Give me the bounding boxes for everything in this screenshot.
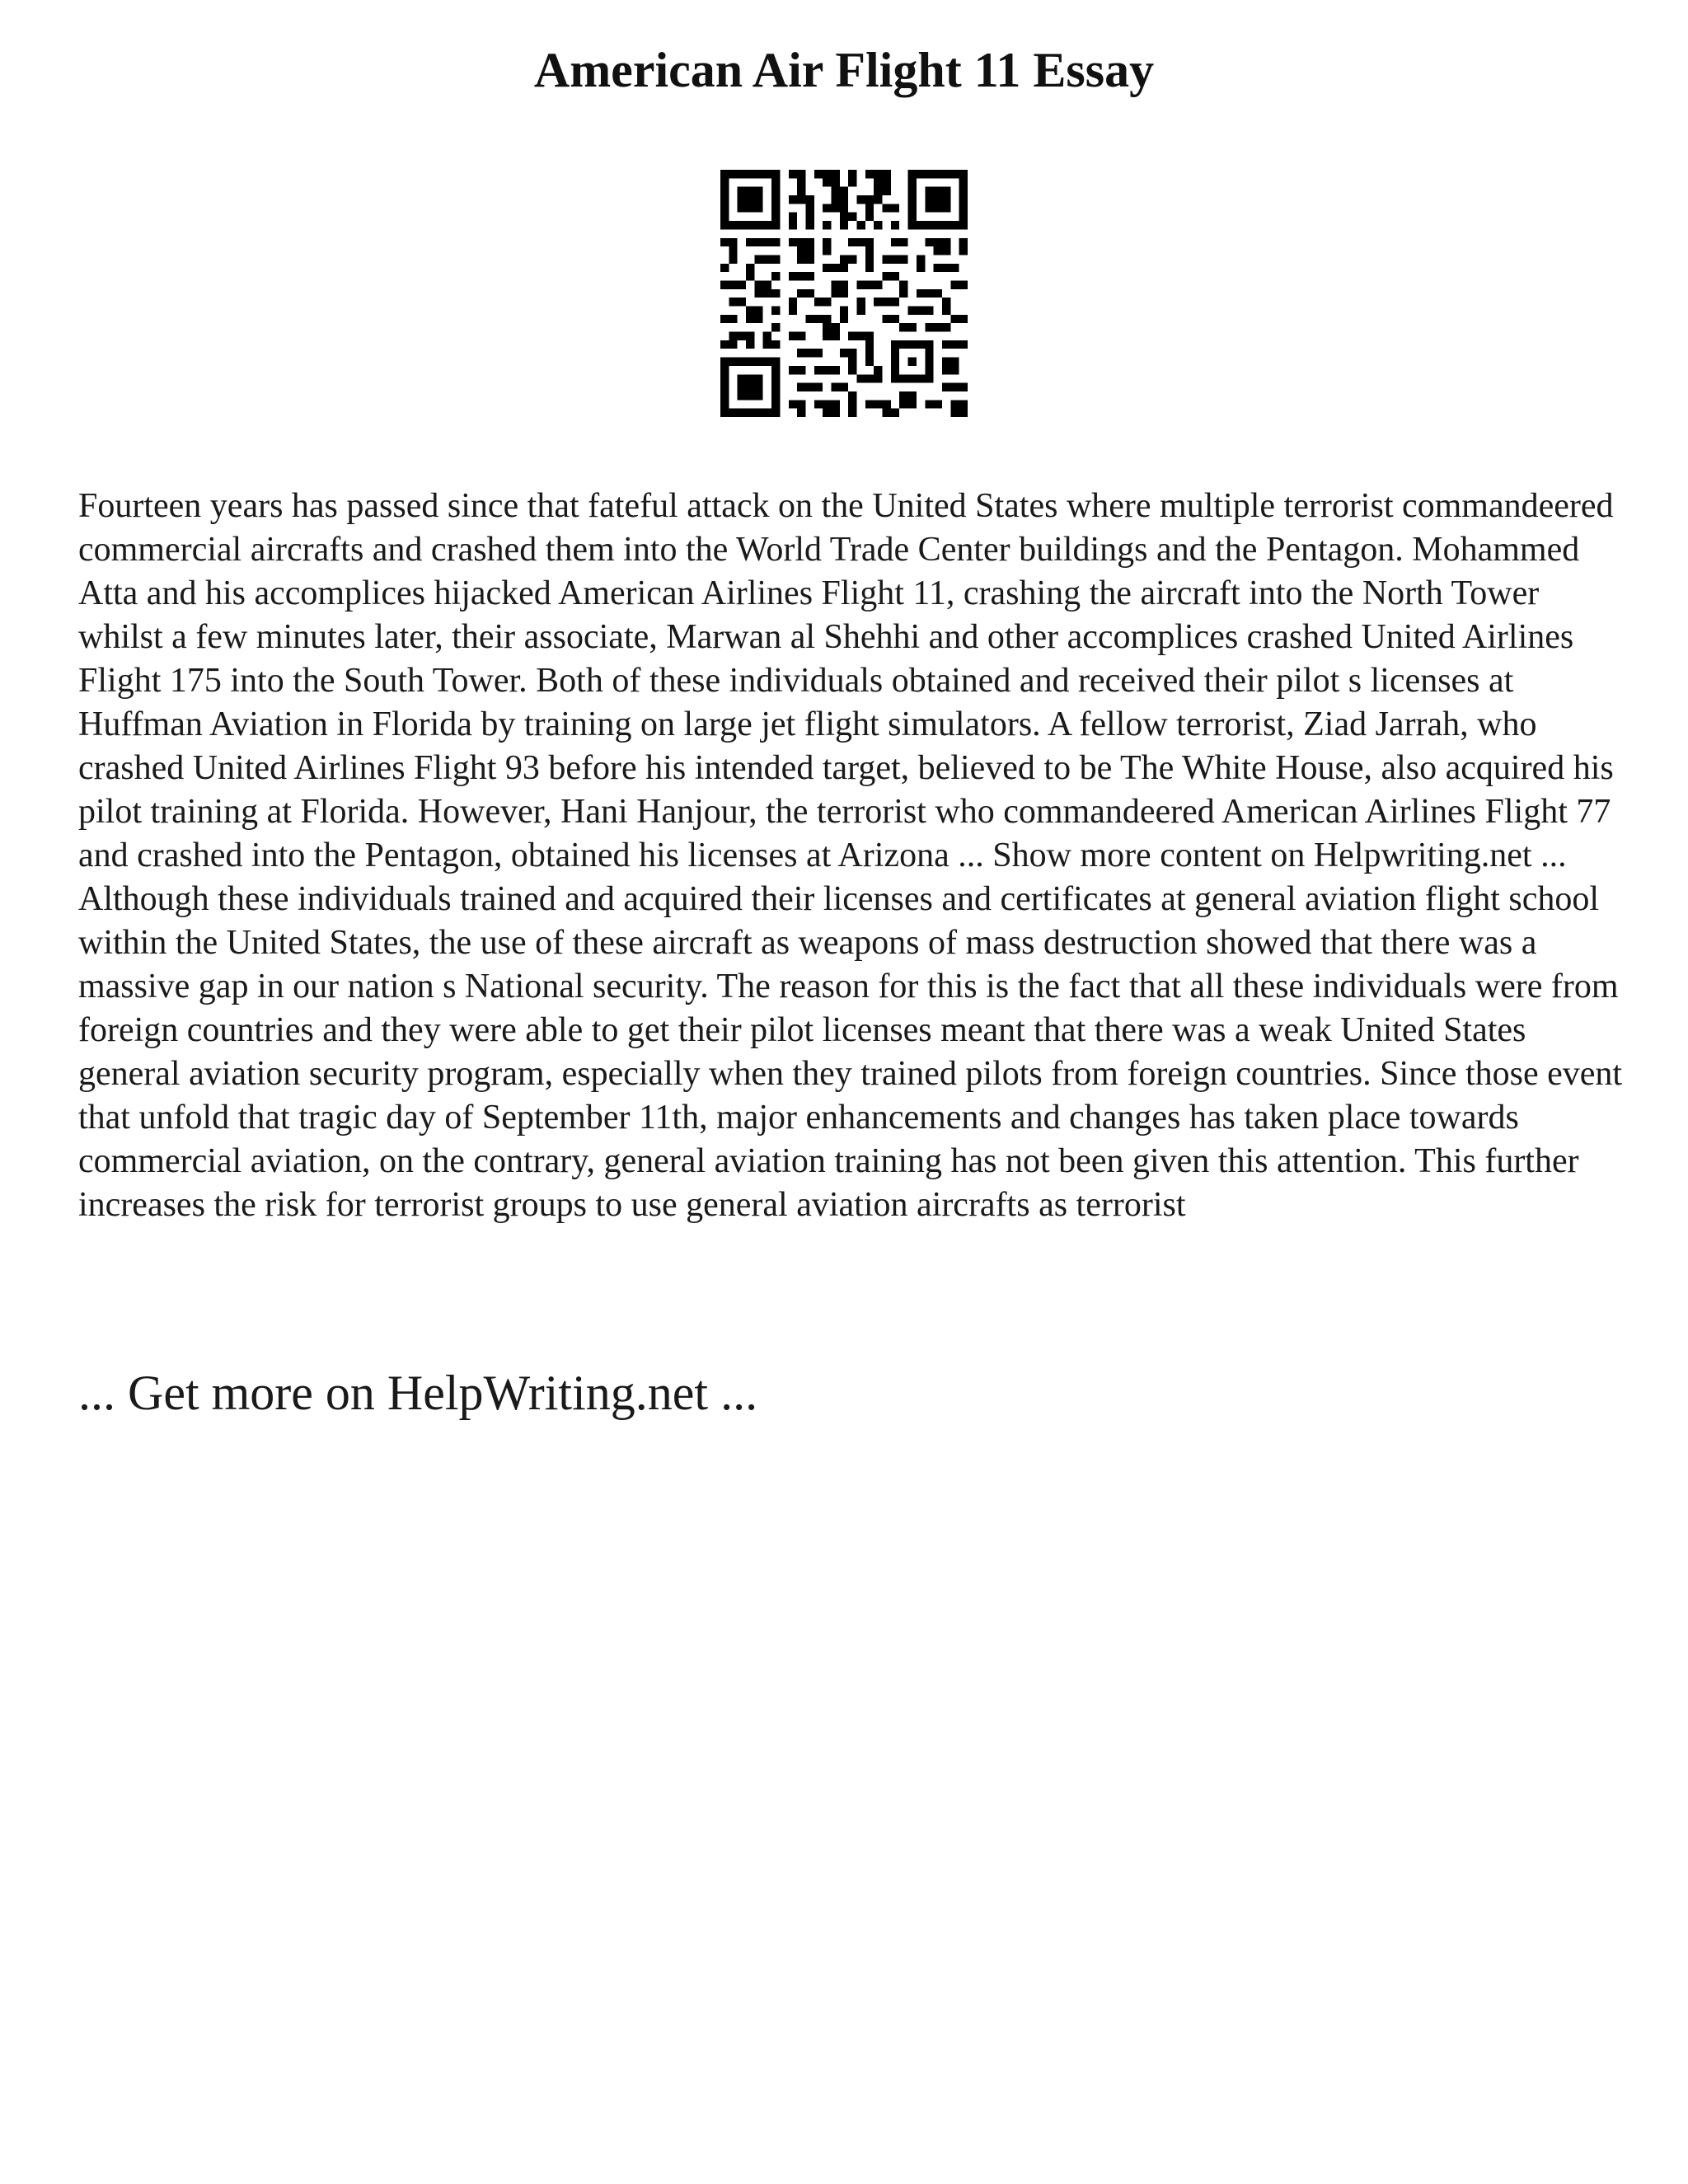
essay-body	[78, 485, 1628, 1227]
get-more-link[interactable]: ... Get more on HelpWriting.net ...	[78, 1366, 758, 1420]
page-title: American Air Flight 11 Essay	[533, 43, 1155, 97]
essay-paragraph: Fourteen years has passed since that fateful attack on the United States where multiple terrorist commandeered commercial aircrafts and crashed them into the World Trade Center buildings and the Pentagon. Mohammed Atta and his accomplices hijacked American Airlines Flight 11, crashing the aircraft into the North Tower whilst a few minutes later, their associate, Marwan al Shehhi and other accomplices crashed United Airlines Flight 175 into the South Tower. Both of these individuals obtained and received their pilot s licenses at Huffman Aviation in Florida by training on large jet flight simulators. A fellow terrorist, Ziad Jarrah, who crashed United Airlines Flight 93 before his intended target, believed to be The White House, also acquired his pilot training at Florida. However, Hani Hanjour, the terrorist who commandeered American Airlines Flight 77 and crashed into the Pentagon, obtained his licenses at Arizona ... Show more content on Helpwriting.net ...	[78, 487, 1614, 874]
qr-code-icon[interactable]	[720, 170, 968, 417]
essay-paragraph: Although these individuals trained and acquired their licenses and certificates at general aviation flight school within the United States, the use of these aircraft as weapons of mass destruction showed that there was a massive gap in our nation s National security. The reason for this is the fact that all these individuals were from foreign countries and they were able to get their pilot licenses meant that there was a weak United States general aviation security program, especially when they trained pilots from foreign countries. Since those event that unfold that tragic day of September 11th, major enhancements and changes has taken place towards commercial aviation, on the contrary, general aviation training has not been given this attention. This further increases the risk for terrorist groups to use general aviation aircrafts as terrorist	[78, 880, 1623, 1224]
